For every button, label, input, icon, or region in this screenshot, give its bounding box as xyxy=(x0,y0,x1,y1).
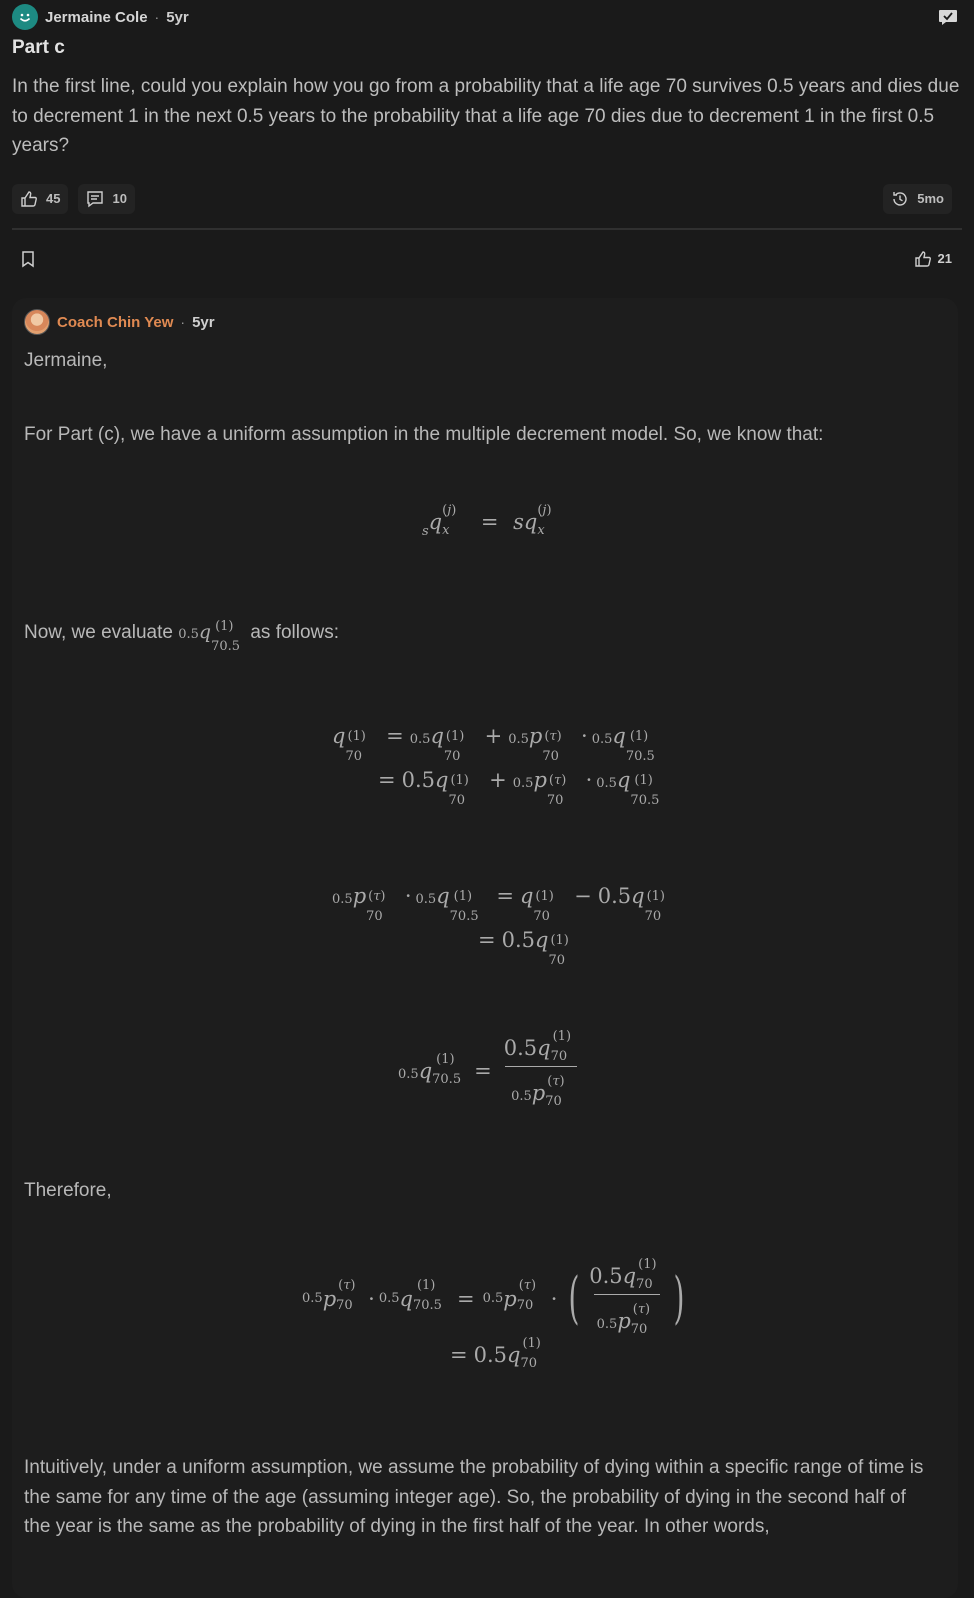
smile-icon xyxy=(16,8,34,26)
formula-uniform: $_s$q (j) x = sq (j) x xyxy=(422,503,552,539)
history-button[interactable] xyxy=(883,184,952,214)
paragraph-3: Intuitively, under a uniform assumption, we assume the probability of dying within a specific range of time is the same for any time of the age (assuming integer age). So, the probability of dying in the second half of the year is the same as the probability of dying in the first half of the year. In other words, xyxy=(24,1457,924,1537)
formula-result: 0.5 p (τ) 70 · 0.5 q (1) 70.5 = 0.5 p (τ) 70 · ( 0.5q (1) 70 0.5p (τ) 70 ) = 0.5q (1) 70 xyxy=(302,1257,685,1371)
comment-icon xyxy=(86,190,104,208)
post-actions xyxy=(12,183,962,215)
thumbs-up-icon xyxy=(914,250,932,268)
coach-reply xyxy=(12,298,958,1598)
bookmark-icon[interactable] xyxy=(20,250,36,268)
question-post xyxy=(0,0,974,288)
therefore-text: Therefore, xyxy=(24,1180,112,1201)
formula-derivation-1: q (1) 70 = 0.5q (1) 70 + 0.5p (τ) 70 · 0.5q (1) 70.5 = 0.5q (1) 70 + 0.5p (τ) 70 · 0.5q (1) 70.5 xyxy=(332,724,660,808)
author-name[interactable]: Jermaine Cole xyxy=(45,8,148,26)
separator-dot: · xyxy=(180,314,186,330)
comment-count: 10 xyxy=(112,191,127,206)
post-title: Part c xyxy=(12,37,65,58)
formula-derivation-2: 0.5p (τ) 70 · 0.5q (1) 70.5 = q (1) 70 − 0.5q (1) 70 = 0.5q (1) 70 xyxy=(332,884,665,968)
history-icon xyxy=(891,190,909,208)
post-body: In the first line, could you explain how you go from a probability that a life age 70 survives 0.5 years and dies due to decrement 1 in the next 0.5 years to the probability that a life age 70 dies due to decrement 1 in the first 0.5 years? xyxy=(12,76,960,156)
thumbs-up-icon xyxy=(20,190,38,208)
like-button[interactable] xyxy=(12,184,68,214)
avatar[interactable] xyxy=(12,4,38,30)
reply-time: 5yr xyxy=(192,313,215,331)
comment-button[interactable] xyxy=(78,184,134,214)
reply-like-button[interactable] xyxy=(914,250,952,268)
formula-fraction: 0.5q (1) 70.5 = 0.5q (1) 70 0.5p (τ) 70 xyxy=(398,1036,583,1105)
post-header xyxy=(12,0,962,34)
inline-formula: 0.5q (1) 70.5 xyxy=(178,619,241,654)
reply-bar xyxy=(12,230,962,288)
reply-header xyxy=(24,306,946,338)
coach-name[interactable]: Coach Chin Yew xyxy=(57,313,174,331)
paragraph-2-end: as follows: xyxy=(250,622,340,643)
paragraph-2-start: Now, we evaluate xyxy=(24,622,173,643)
paragraph-2 xyxy=(24,618,340,654)
separator-dot: · xyxy=(154,9,160,25)
coach-avatar[interactable] xyxy=(24,309,50,335)
post-time: 5yr xyxy=(166,8,189,26)
greeting: Jermaine, xyxy=(24,350,108,371)
reply-like-count: 21 xyxy=(937,251,952,266)
like-count: 45 xyxy=(46,191,61,206)
edited-time: 5mo xyxy=(917,191,944,206)
paragraph-1: For Part (c), we have a uniform assumption in the multiple decrement model. So, we know that: xyxy=(24,424,824,445)
chat-check-icon[interactable] xyxy=(938,7,958,27)
